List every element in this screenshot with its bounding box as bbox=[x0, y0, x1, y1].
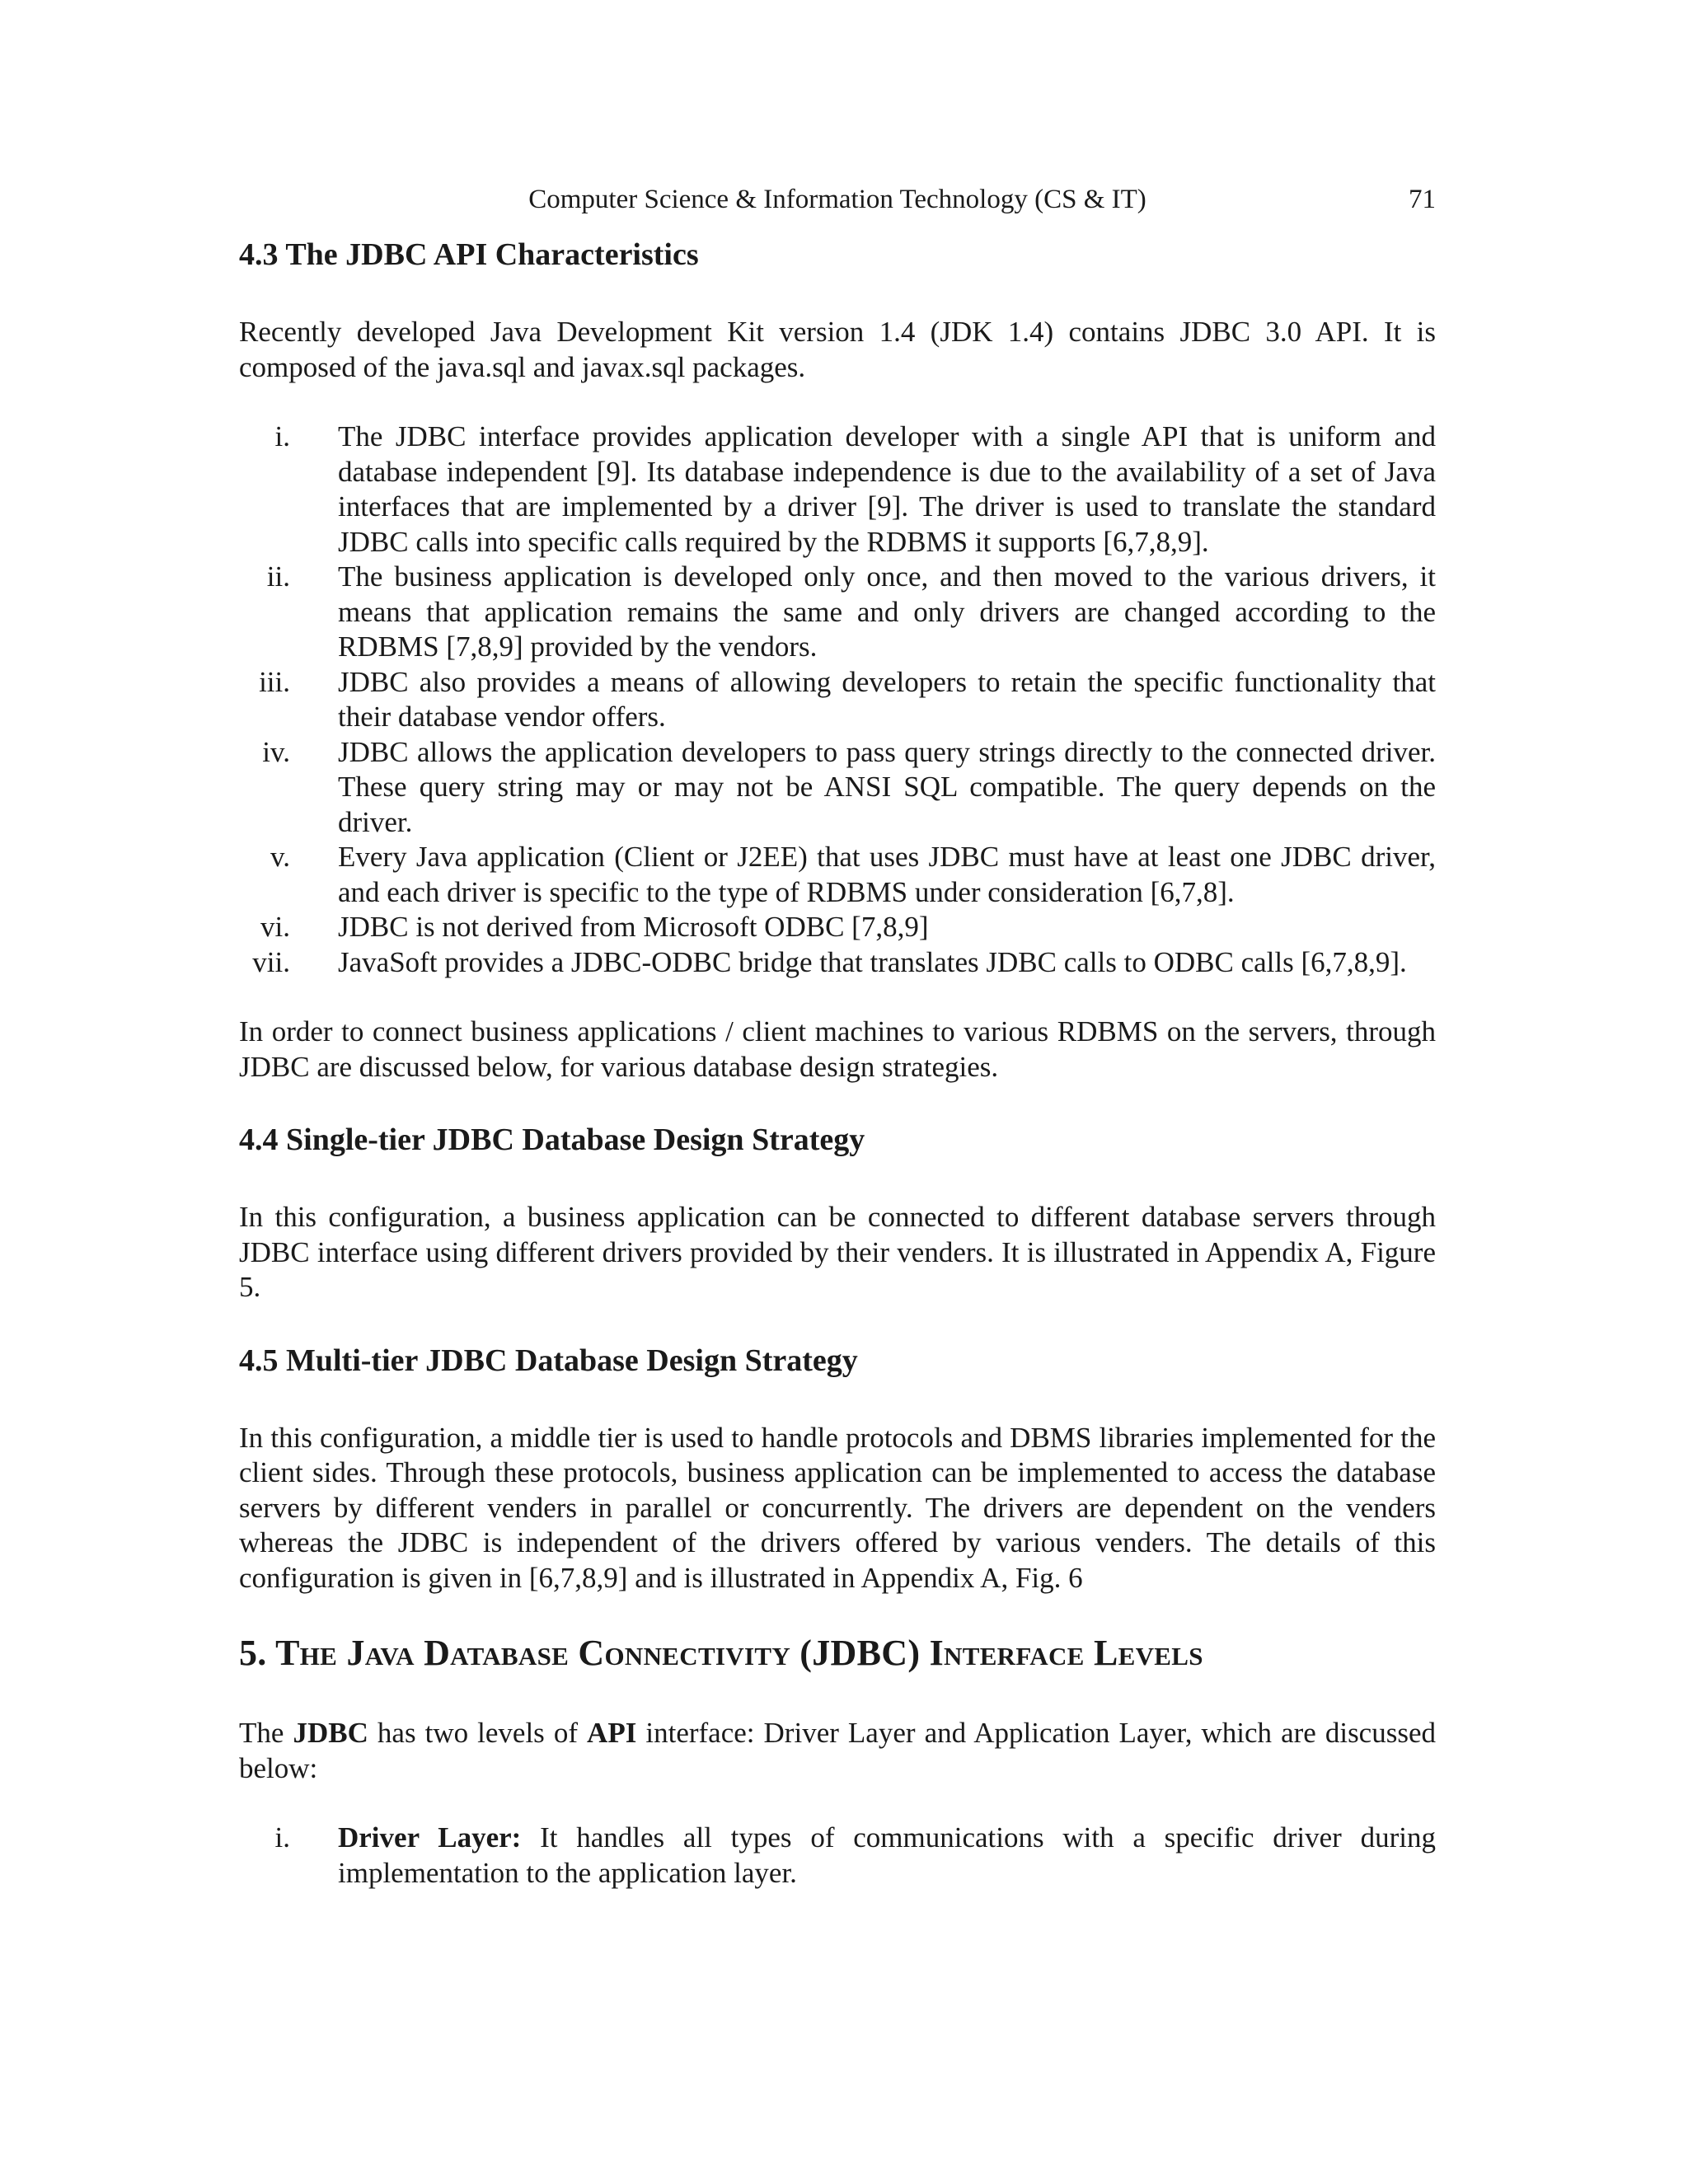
list-item bbox=[239, 560, 1436, 665]
list-item-text: JDBC allows the application developers to pass query strings directly to the connected driver. These query string may or may not be ANSI SQL compatible. The query depends on the driver. bbox=[338, 735, 1436, 838]
section-4-4-body: In this configuration, a business application can be connected to different database servers through JDBC interface using different drivers provided by their venders. It is illustrated in Appendix A, Figure 5. bbox=[239, 1201, 1436, 1303]
interface-levels-list bbox=[239, 1821, 1436, 1891]
list-item-text: JDBC also provides a means of allowing developers to retain the specific functionality that their database vendor offers. bbox=[338, 665, 1436, 733]
list-item bbox=[239, 665, 1436, 735]
characteristics-list bbox=[239, 419, 1436, 980]
list-item-text: It handles all types of communications with a specific driver during implementation to the application layer. bbox=[338, 1821, 1436, 1889]
page-number: 71 bbox=[1409, 185, 1436, 214]
section-4-5-body: In this configuration, a middle tier is used to handle protocols and DBMS libraries implemented for the client sides. Through these protocols, business application can be implemented to access the database servers by different venders in parallel or concurrently. The drivers are dependent on the venders whereas the JDBC is independent of the drivers offered by various venders. The details of this configuration is given in [6,7,8,9] and is illustrated in Appendix A, Fig. 6 bbox=[239, 1421, 1436, 1594]
list-item-text: JDBC is not derived from Microsoft ODBC [7,8,9] bbox=[338, 911, 929, 943]
section-5-intro bbox=[239, 1716, 1436, 1786]
section-4-3-heading: 4.3 The JDBC API Characteristics bbox=[239, 237, 699, 272]
list-item-text: Every Java application (Client or J2EE) that uses JDBC must have at least one JDBC driver, and each driver is specific to the type of RDBMS under consideration [6,7,8]. bbox=[338, 841, 1436, 908]
section-4-4-heading: 4.4 Single-tier JDBC Database Design Strategy bbox=[239, 1122, 865, 1157]
list-item-text: The JDBC interface provides application developer with a single API that is uniform and database independent [9]. Its database independence is due to the availability of a set of Java interfaces that are implemented by a driver [9]. The driver is used to translate the standard JDBC calls into specific calls required by the RDBMS it supports [6,7,8,9]. bbox=[338, 420, 1436, 558]
list-item-number: i. bbox=[274, 1821, 290, 1854]
list-item bbox=[239, 1821, 1436, 1891]
list-item-number: vii. bbox=[252, 945, 290, 978]
list-item-number: ii. bbox=[266, 560, 290, 593]
page-content bbox=[239, 234, 1436, 1891]
list-item bbox=[239, 945, 1436, 981]
list-item bbox=[239, 419, 1436, 560]
list-item bbox=[239, 910, 1436, 945]
list-item bbox=[239, 735, 1436, 841]
section-4-5-heading: 4.5 Multi-tier JDBC Database Design Strategy bbox=[239, 1343, 858, 1378]
intro-text: The bbox=[239, 1717, 293, 1749]
list-item-text: The business application is developed only once, and then moved to the various drivers, it means that application remains the same and only drivers are changed according to the RDBMS [7,8,9] provided by the vendors. bbox=[338, 560, 1436, 663]
intro-text: has two levels of bbox=[368, 1717, 588, 1749]
list-item-number: iii. bbox=[259, 665, 290, 698]
running-title: Computer Science & Information Technology (CS & IT) bbox=[528, 185, 1146, 214]
section-4-3-intro: Recently developed Java Development Kit version 1.4 (JDK 1.4) contains JDBC 3.0 API. It is composed of the java.sql and javax.sql packages. bbox=[239, 316, 1436, 383]
list-item-number: v. bbox=[270, 841, 290, 873]
list-item bbox=[239, 840, 1436, 910]
intro-bold-jdbc: JDBC bbox=[293, 1717, 368, 1749]
list-item-term: Driver Layer: bbox=[338, 1821, 522, 1854]
section-4-3-closing: In order to connect business applications / client machines to various RDBMS on the servers, through JDBC are discussed below, for various database design strategies. bbox=[239, 1015, 1436, 1083]
list-item-number: i. bbox=[274, 420, 290, 452]
list-item-number: iv. bbox=[262, 735, 290, 768]
intro-text: interface: Driver Layer and Application Layer, which are discussed below: bbox=[239, 1717, 1436, 1784]
section-5-heading: 5. The Java Database Connectivity (JDBC) Interface Levels bbox=[239, 1633, 1203, 1673]
list-item-text: JavaSoft provides a JDBC-ODBC bridge that translates JDBC calls to ODBC calls [6,7,8,9]. bbox=[338, 945, 1407, 978]
running-header bbox=[239, 185, 1436, 221]
intro-bold-api: API bbox=[587, 1717, 637, 1749]
list-item-number: vi. bbox=[260, 911, 290, 943]
